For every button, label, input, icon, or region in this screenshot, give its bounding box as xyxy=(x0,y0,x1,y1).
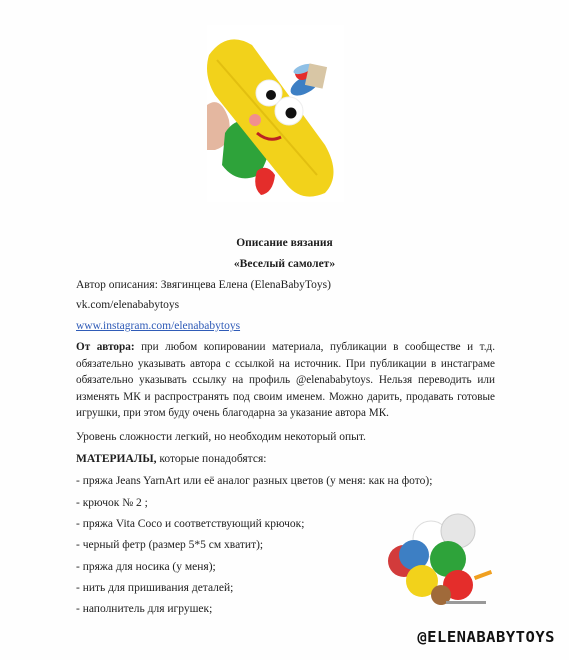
materials-heading-text: которые понадобятся: xyxy=(156,453,267,465)
author-note-label: От автора: xyxy=(76,341,135,353)
heading-title: Описание вязания xyxy=(236,237,333,249)
author-note-text: при любом копировании материала, публикации в сообществе и т.д. обязательно указывать автора с ссылкой на источник. При публикации в инстаграме обязательно указывать ссылку на профиль @elenababytoys. Нельзя переводить или изменять МК и распространять под своим именем. Можно дарить, продавать готовые игрушки, при этом буду очень благодарна за указание автора МК. xyxy=(76,341,495,419)
vk-link[interactable]: vk.com/elenababytoys xyxy=(76,299,180,311)
author-line: Автор описания: Звягинцева Елена (ElenaBabyToys) xyxy=(76,279,331,291)
materials-item: - пряжа для носика (у меня); xyxy=(76,561,216,573)
heading-subtitle: «Веселый самолет» xyxy=(233,258,336,270)
watermark-text: @ELENABABYTOYS xyxy=(417,628,555,646)
instagram-link[interactable]: www.instagram.com/elenababytoys xyxy=(76,320,241,332)
toy-airplane-photo xyxy=(207,25,344,202)
difficulty-line: Уровень сложности легкий, но необходим некоторый опыт. xyxy=(76,431,366,443)
materials-item: - крючок № 2 ; xyxy=(76,497,148,509)
author-note-paragraph xyxy=(76,339,495,422)
materials-item: - пряжа Vita Coco и соответствующий крючок; xyxy=(76,518,305,530)
materials-item: - пряжа Jeans YarnArt или её аналог разных цветов (у меня: как на фото); xyxy=(76,475,433,487)
materials-heading xyxy=(76,453,266,465)
materials-item: - нить для пришивания деталей; xyxy=(76,582,234,594)
materials-label: МАТЕРИАЛЫ, xyxy=(76,453,157,465)
materials-item: - наполнитель для игрушек; xyxy=(76,603,213,615)
materials-item: - черный фетр (размер 5*5 см хватит); xyxy=(76,539,264,551)
yarn-materials-photo xyxy=(386,503,496,608)
